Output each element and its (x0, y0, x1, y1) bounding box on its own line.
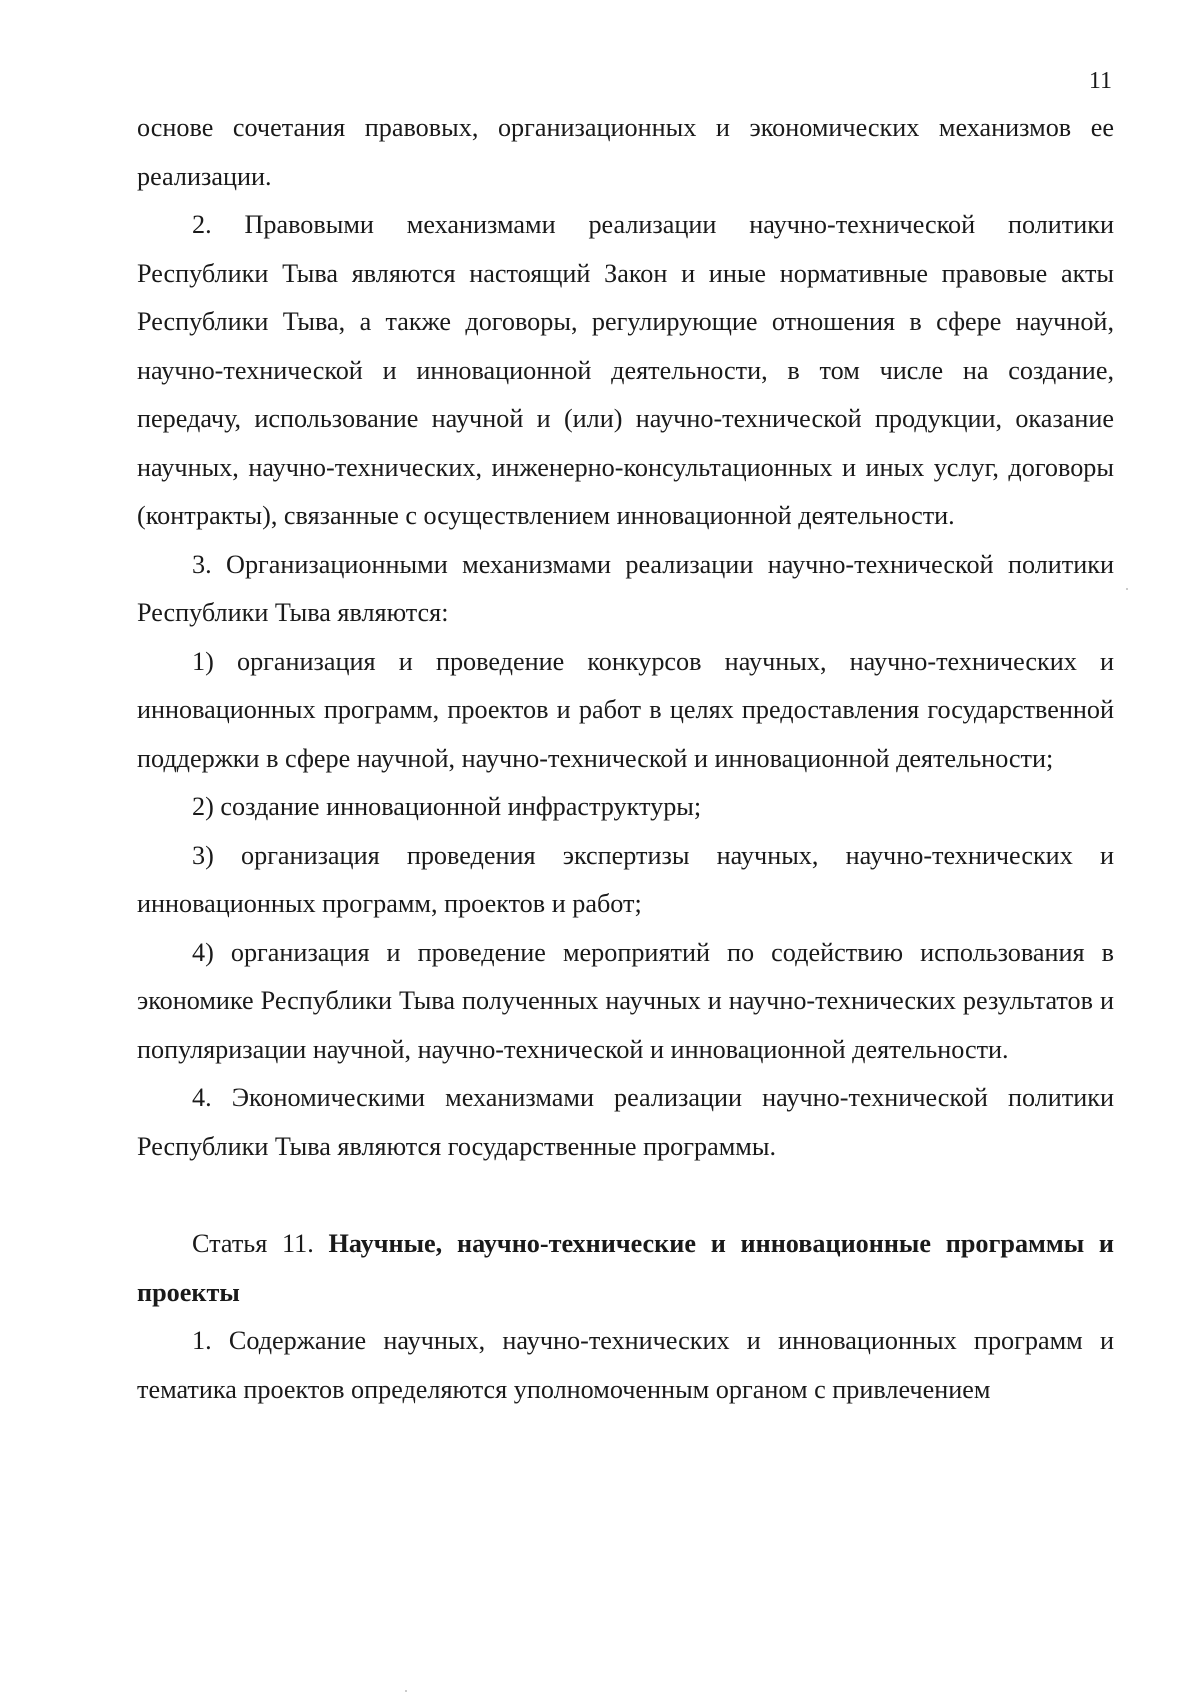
page-number: 11 (1088, 68, 1112, 94)
list-item-4: 4) организация и проведение мероприятий по содействию использования в экономике Республики Тыва полученных научных и научно-технических результатов и популяризации научной, научно-технической и инновационной деятельности. (137, 937, 1114, 1064)
scan-speck (1126, 588, 1128, 590)
article-title: Научные, научно-технические и инновационные программы и проекты (137, 1229, 1114, 1307)
document-body (137, 104, 1114, 1414)
article-label: Статья 11. (192, 1229, 314, 1258)
paragraph-organizational-mechanisms: 3. Организационными механизмами реализации научно-технической политики Республики Тыва являются: (137, 549, 1114, 627)
paragraph-economic-mechanisms: 4. Экономическими механизмами реализации научно-технической политики Республики Тыва являются государственные программы. (137, 1083, 1114, 1161)
list-item-1: 1) организация и проведение конкурсов научных, научно-технических и инновационных программ, проектов и работ в целях предоставления государственной поддержки в сфере научной, научно-технической и инновационной деятельности; (137, 646, 1114, 773)
scan-speck (405, 1690, 407, 1692)
paragraph-legal-mechanisms: 2. Правовыми механизмами реализации научно-технической политики Республики Тыва являются настоящий Закон и иные нормативные правовые акты Республики Тыва, а также договоры, регулирующие отношения в сфере научной, научно-технической и инновационной деятельности, в том числе на создание, передачу, использование научной и (или) научно-технической продукции, оказание научных, научно-технических, инженерно-консультационных и иных услуг, договоры (контракты), связанные с осуществлением инновационной деятельности. (137, 210, 1114, 530)
list-item-2: 2) создание инновационной инфраструктуры; (192, 792, 702, 821)
paragraph-continuation: основе сочетания правовых, организационных и экономических механизмов ее реализации. (137, 113, 1114, 191)
article-heading (137, 1220, 1114, 1317)
list-item-3: 3) организация проведения экспертизы научных, научно-технических и инновационных программ, проектов и работ; (137, 840, 1114, 918)
article-paragraph-1: 1. Содержание научных, научно-технических и инновационных программ и тематика проектов определяются уполномоченным органом с привлечением (137, 1326, 1114, 1404)
